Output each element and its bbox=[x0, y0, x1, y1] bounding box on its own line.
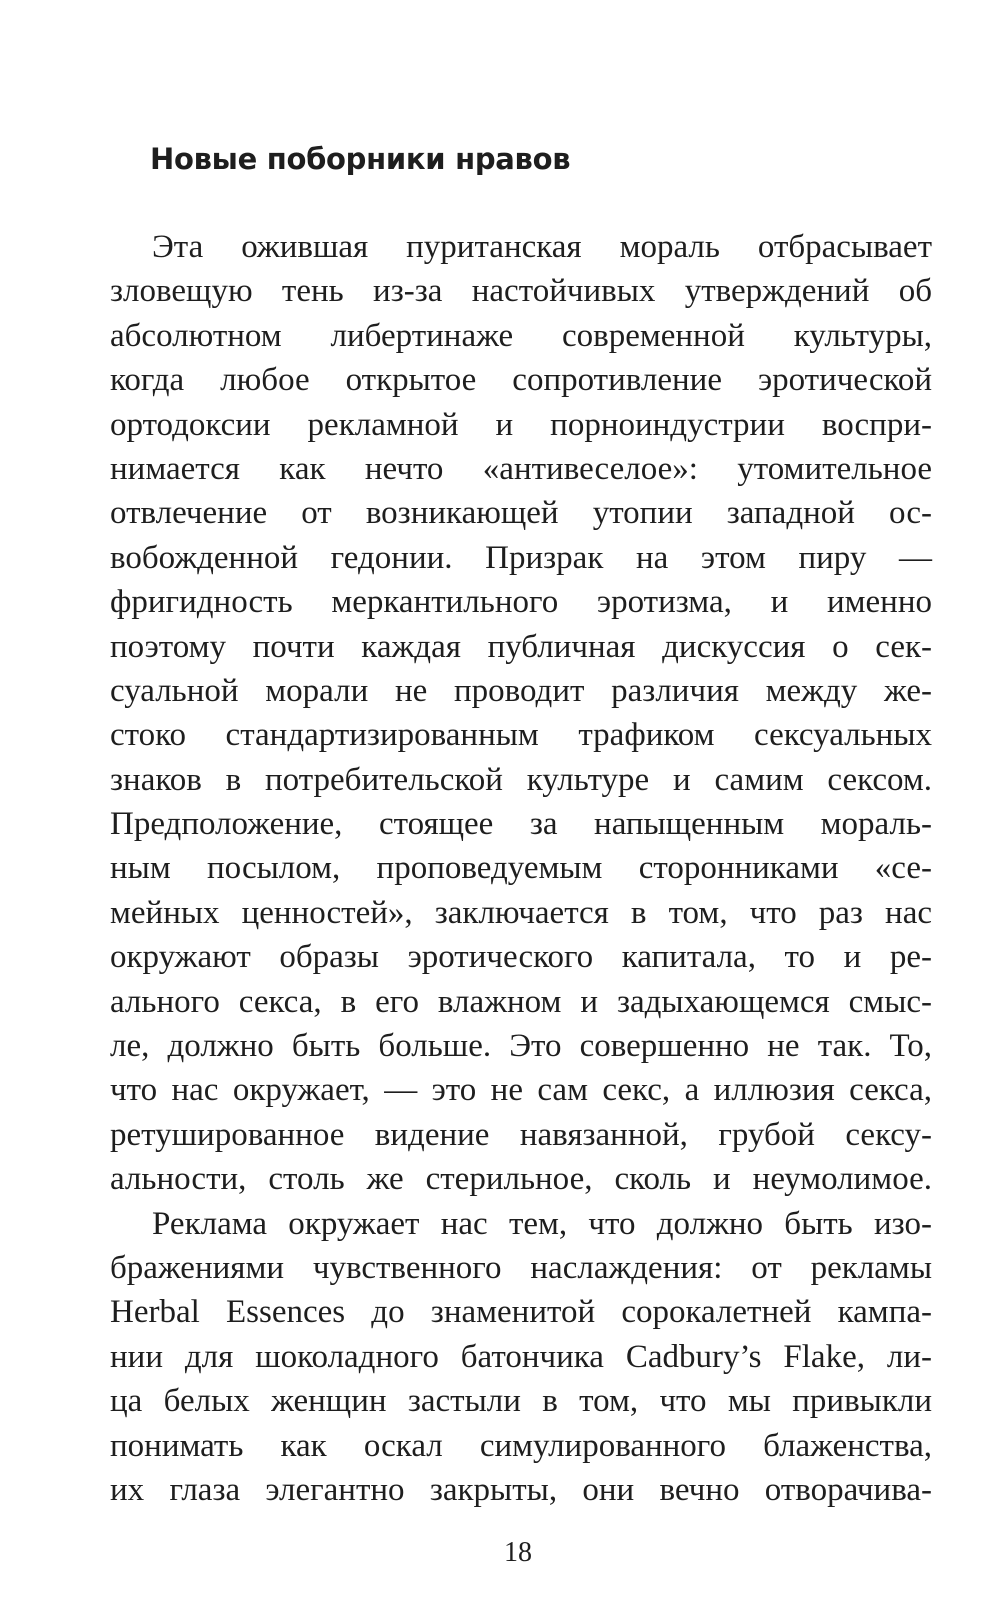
text-line: стоко стандартизированным трафиком сексуальных bbox=[110, 717, 932, 754]
text-line: что нас окружает, — это не сам секс, а иллюзия секса, bbox=[110, 1072, 932, 1109]
text-line: их глаза элегантно закрыты, они вечно отворачива- bbox=[110, 1471, 932, 1508]
text-line: окружают образы эротического капитала, то и ре- bbox=[110, 939, 932, 976]
text-line: Herbal Essences до знаменитой сорокалетней кампа- bbox=[110, 1294, 932, 1331]
text-line: ального секса, в его влажном и задыхающемся смыс- bbox=[110, 983, 932, 1020]
text-line: Эта ожившая пуританская мораль отбрасывает bbox=[152, 229, 932, 265]
text-line: поэтому почти каждая публичная дискуссия о сек- bbox=[110, 628, 932, 665]
text-line: фригидность меркантильного эротизма, и именно bbox=[110, 584, 932, 621]
paragraph-1 bbox=[110, 225, 932, 1202]
text-line: понимать как оскал симулированного блаженства, bbox=[110, 1427, 932, 1464]
text-line: ца белых женщин застыли в том, что мы привыкли bbox=[110, 1383, 932, 1420]
text-line: Реклама окружает нас тем, что должно быть изо- bbox=[152, 1205, 932, 1242]
text-line: когда любое открытое сопротивление эротической bbox=[110, 362, 932, 399]
text-line: нимается как нечто «антивеселое»: утомительное bbox=[110, 450, 932, 487]
text-line: знаков в потребительской культуре и самим сексом. bbox=[110, 761, 932, 798]
text-line: ретушированное видение навязанной, грубой сексу- bbox=[110, 1116, 932, 1153]
text-line: ле, должно быть больше. Это совершенно не так. То, bbox=[110, 1028, 932, 1065]
text-line: абсолютном либертинаже современной культуры, bbox=[110, 317, 932, 354]
text-line: Предположение, стоящее за напыщенным мораль- bbox=[110, 806, 932, 843]
text-line: нии для шоколадного батончика Cadbury’s Flake, ли- bbox=[110, 1338, 932, 1375]
body-text bbox=[110, 225, 932, 1512]
text-line: отвлечение от возникающей утопии западной ос- bbox=[110, 495, 932, 532]
text-line: бражениями чувственного наслаждения: от рекламы bbox=[110, 1249, 932, 1286]
text-line: ортодоксии рекламной и порноиндустрии воспри- bbox=[110, 406, 932, 443]
text-line: зловещую тень из-за настойчивых утверждений об bbox=[110, 273, 932, 310]
section-heading: Новые поборники нравов bbox=[150, 142, 571, 176]
text-line: ным посылом, проповедуемым сторонниками «се- bbox=[110, 850, 932, 887]
text-line: мейных ценностей», заключается в том, что раз нас bbox=[110, 894, 932, 931]
text-line: суальной морали не проводит различия между же- bbox=[110, 672, 932, 709]
page-number: 18 bbox=[504, 1537, 532, 1568]
paragraph-2 bbox=[110, 1202, 932, 1513]
text-line: вобожденной гедонии. Призрак на этом пиру — bbox=[110, 539, 932, 576]
text-line: альности, столь же стерильное, сколь и неумолимое. bbox=[110, 1161, 932, 1198]
